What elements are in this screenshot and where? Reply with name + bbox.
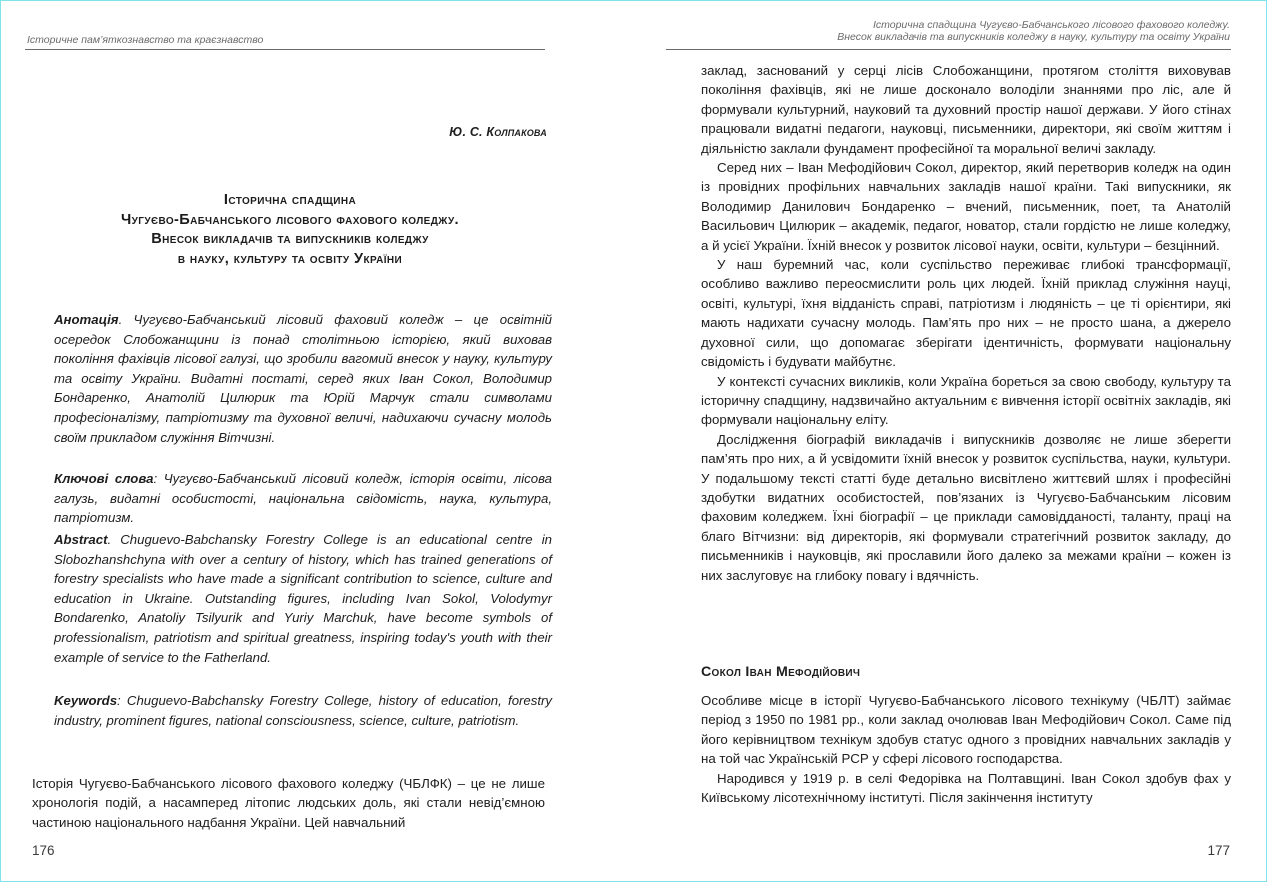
page-number-right: 177 [1207,843,1230,858]
keywords-ua-text: : Чугуєво-Бабчанський лісовий коледж, історія освіти, лісова галузь, видатні особистості, національна свідомість, наука, культура, патріотизм. [54,471,552,526]
article-title [40,191,540,269]
abstract-en-text: . Chuguevo-Babchansky Forestry College is an educational centre in Slobozhanshchyna with over a century of history, which has trained generations of forestry specialists who have made a significant contribution to science, culture and education in Ukraine. Outstanding figures, including Ivan Sokol, Volodymyr Bondarenko, Anatoliy Tsilyurik and Yuriy Marchuk, have become symbols of professionalism, patriotism and spiritual greatness, inspiring today's youth with their example of service to the Fatherland. [54,532,552,665]
body-paragraph: Серед них – Іван Мефодійович Сокол, директор, який перетворив коледж на один із провідних профільних навчальних закладів нашої країни. Такі випускники, як Володимир Данилович Бондаренко – вчений, письменник, поет, та Анатолій Васильович Цилюрик – академік, педагог, новатор, стали гордістю не лише коледжу, а й усієї України. Їхній внесок у розвиток лісової науки, освіти, культури – безцінний. [701,160,1231,253]
header-rule-right [666,49,1231,50]
abstract-en-label: Abstract [54,532,108,547]
annotation-ua [54,310,552,447]
body-paragraph: Народився у 1919 р. в селі Федорівка на Полтавщині. Іван Сокол здобув фах у Київському лісотехнічному інституті. Після закінчення інституту [701,770,1231,806]
running-head-line: Історична спадщина Чугуєво-Бабчанського лісового фахового коледжу. [872,19,1230,31]
keywords-ua-label: Ключові слова [54,471,154,486]
keywords-ua [54,469,552,528]
left-page [0,0,633,882]
body-paragraph: Особливе місце в історії Чугуєво-Бабчанського лісового технікуму (ЧБЛТ) займає період з 1950 по 1981 рр., коли заклад очолював Іван Мефодійович Сокол. Саме під його керівництвом технікум здобув статус одного з провідних навчальних закладів у на той час Українській РСР у сфері лісового господарства. [701,693,1231,767]
body-paragraph: Дослідження біографій викладачів і випускників дозволяє не лише зберегти пам’ять про них, а й усвідомити їхній внесок у розвиток суспільства, науки, культури. У подальшому тексті статті буде детально висвітлено життєвий шлях і професійні здобутки видатних особистостей, пов’язаних із Чугуєво-Бабчанським лісовим фаховим коледжем. Їхні біографії – це приклади самовідданості, таланту, праці на благо Вітчизни: від директорів, які формували стратегічний розвиток закладу, до письменників і науковців, які прославили його далеко за межами країни – кожен із них заслуговує на глибоку повагу і вдячність. [701,431,1231,583]
keywords-en-text: : Chuguevo-Babchansky Forestry College, history of education, forestry industry, prominent figures, national consciousness, science, culture, patriotism. [54,693,552,728]
intro-section [701,61,1231,585]
body-paragraph: У контексті сучасних викликів, коли Україна бореться за свою свободу, культуру та історичну спадщину, надзвичайно актуальним є вивчення історії освітніх закладів, які формували національну еліту. [701,373,1231,428]
annotation-label: Анотація [54,312,119,327]
annotation-text: . Чугуєво-Бабчанський лісовий фаховий коледж – це освітній осередок Слобожанщини із понад столітньою історією, який виховав покоління фахівців лісової галузі, що зробили вагомий внесок у науку, культуру та освіту України. Видатні постаті, серед яких Іван Сокол, Володимир Бондаренко, Анатолій Цилюрик та Юрій Марчук стали символами професіоналізму, патріотизму та духовної величі, надихаючи сучасну молодь своїм прикладом служіння Вітчизні. [54,312,552,445]
title-line: в науку, культуру та освіту України [177,250,403,267]
body-paragraph: заклад, заснований у серці лісів Слобожанщини, протягом століття виховував покоління фахівців, які не лише досконало володіли знаннями про ліс, але й формували культурний, науковий та духовний простір нашої держави. У його стінах працювали видатні педагоги, науковці, письменники, директори, які своїм життям і діяльністю заклали фундамент професійної та моральної величі закладу. [701,63,1231,156]
author-name: Ю. С. Колпакова [449,125,547,139]
keywords-en [54,691,552,730]
title-line: Історична спадщина [223,192,357,208]
section-body [701,691,1231,807]
abstract-en [54,530,552,667]
header-rule-left [25,49,545,50]
running-head-left: Історичне пам’яткознавство та краєзнавство [27,34,264,46]
keywords-en-label: Keywords [54,693,118,708]
running-head-line: Внесок викладачів та випускників коледжу в науку, культуру та освіту України [837,31,1230,43]
running-head-right [837,19,1230,43]
body-paragraph: Історія Чугуєво-Бабчанського лісового фахового коледжу (ЧБЛФК) – це не лише хронологія подій, а насамперед літопис людських доль, які стали невід’ємною частиною національного надбання України. Цей навчальний [32,776,545,830]
title-line: Чугуєво-Бабчанського лісового фахового коледжу. [120,211,460,228]
right-page [633,0,1267,882]
page-number-left: 176 [32,843,55,858]
section-heading: Сокол Іван Мефодійович [701,664,861,680]
body-paragraph: У наш буремний час, коли суспільство переживає глибокі трансформації, особливо важливо переосмислити роль цих людей. Їхній приклад служіння науці, освіті, культурі, їхня відданість справі, патріотизм і людяність – це ті орієнтири, які мають надихати сучасну молодь. Пам’ять про них – не просто шана, а джерело духовної сили, що допомагає зберігати ідентичність, формувати національну свідомість і будувати майбутнє. [701,257,1231,370]
title-line: Внесок викладачів та випускників коледжу [151,231,429,247]
